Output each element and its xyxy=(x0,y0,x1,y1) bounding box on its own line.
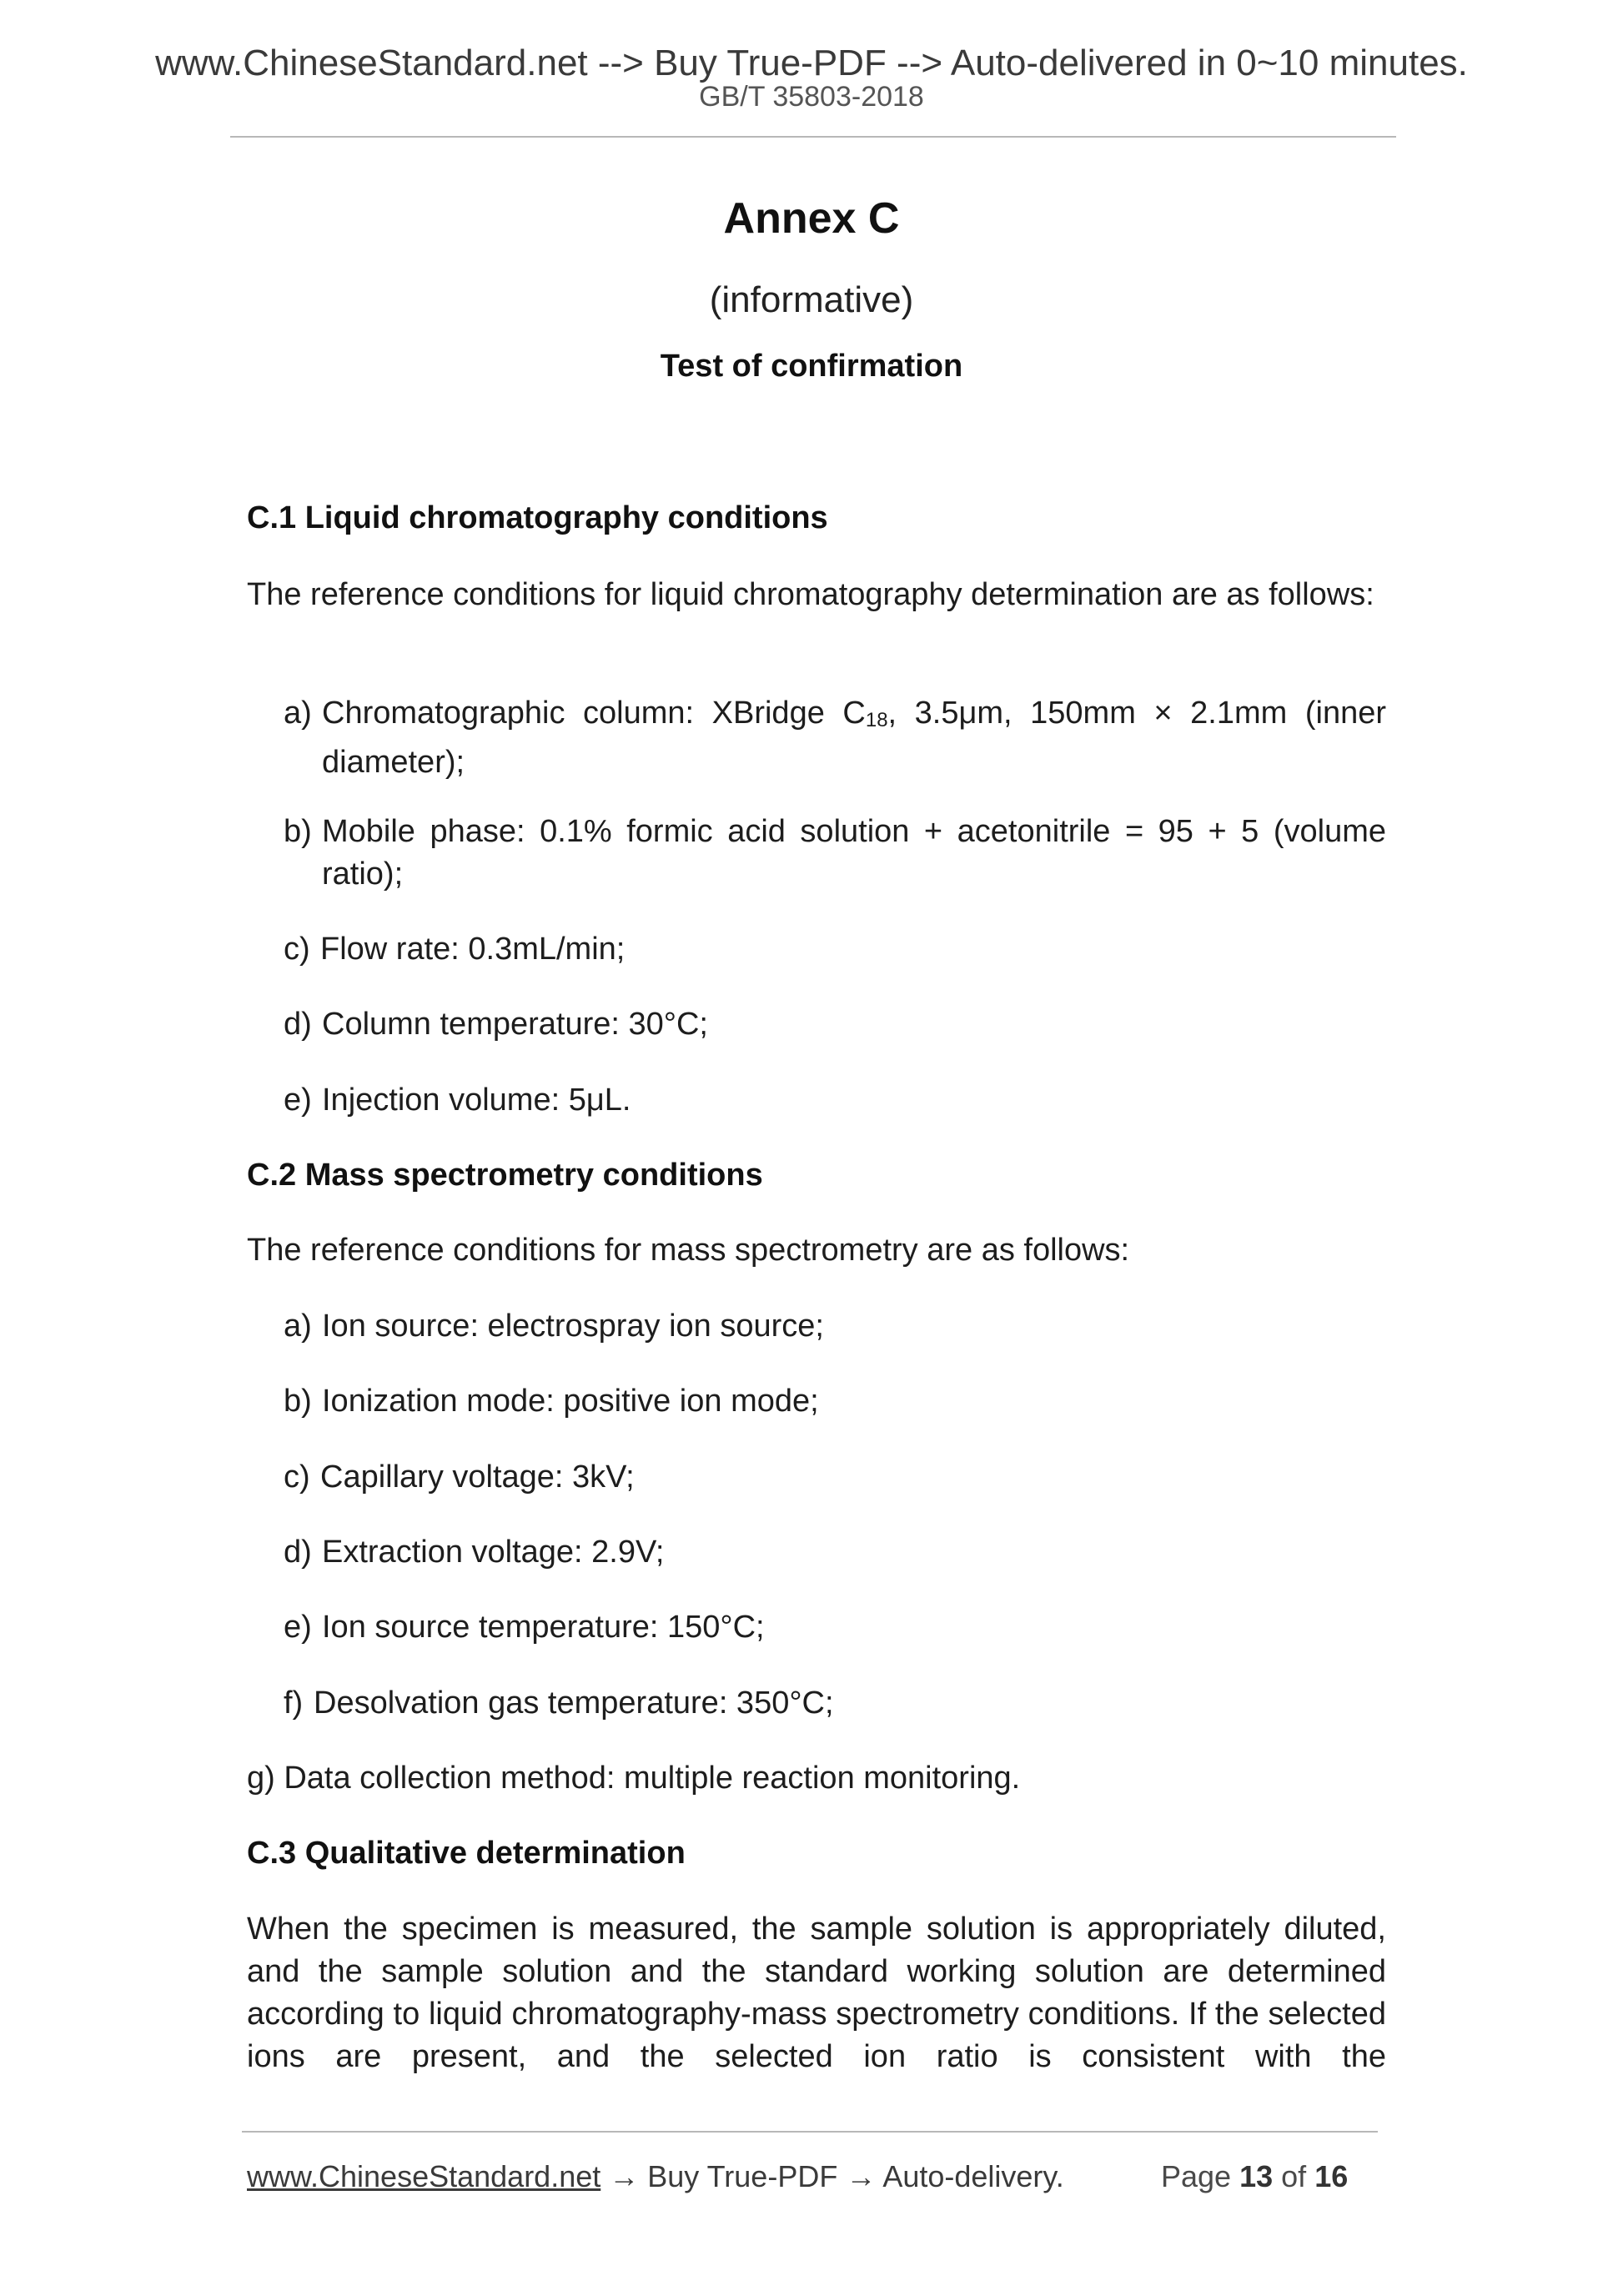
document-number: GB/T 35803-2018 xyxy=(699,81,924,113)
list-item-text: Ion source temperature: 150°C; xyxy=(322,1610,765,1645)
list-marker: f) xyxy=(284,1686,304,1721)
list-marker: b) xyxy=(284,814,312,849)
section-c1-title: C.1 Liquid chromatography conditions xyxy=(247,500,828,535)
section-c1-intro: The reference conditions for liquid chromatography determination are as follows: xyxy=(247,577,1374,612)
list-item-text: Column temperature: 30°C; xyxy=(322,1007,708,1042)
list-marker: a) xyxy=(284,1309,312,1344)
list-item xyxy=(284,1305,1386,1348)
list-item-text: Ion source: electrospray ion source; xyxy=(322,1309,824,1344)
list-item xyxy=(284,692,1386,784)
section-c2-intro: The reference conditions for mass spectrometry are as follows: xyxy=(247,1233,1130,1268)
list-item-text: Injection volume: 5μL. xyxy=(322,1083,631,1118)
list-item xyxy=(284,1456,1386,1499)
section-c2-trailing-item: g) Data collection method: multiple reaction monitoring. xyxy=(247,1761,1021,1796)
page-counter xyxy=(1161,2158,1348,2195)
list-item xyxy=(284,1606,1386,1649)
footer-link-suffix: → Buy True-PDF → Auto-delivery. xyxy=(600,2159,1064,2193)
total-page-number: 16 xyxy=(1314,2159,1349,2193)
list-item-text: Desolvation gas temperature: 350°C; xyxy=(314,1686,834,1721)
section-c3-title: C.3 Qualitative determination xyxy=(247,1836,686,1871)
list-item xyxy=(284,1531,1386,1574)
list-item-text: Mobile phase: 0.1% formic acid solution + acetonitrile = 95 + 5 (volume ratio); xyxy=(322,814,1386,892)
list-item xyxy=(284,1682,1386,1725)
list-item-text: Flow rate: 0.3mL/min; xyxy=(320,932,626,967)
section-c3-body: When the specimen is measured, the sample solution is appropriately diluted, and the sample solution and the standard working solution are determined according to liquid chromatography-mass spectrometry conditions. If the selected ions are present, and the selected ion ratio is consistent with the xyxy=(247,1912,1386,2074)
list-marker: d) xyxy=(284,1535,312,1570)
column-text-rest: , 3.5μm, 150mm × 2.1mm (inner diameter); xyxy=(322,696,1387,780)
list-marker: d) xyxy=(284,1007,312,1042)
annex-subtitle: (informative) xyxy=(709,279,914,320)
list-item-text: Extraction voltage: 2.9V; xyxy=(322,1535,665,1570)
page-of-label: of xyxy=(1281,2159,1307,2193)
list-marker: c) xyxy=(284,1459,310,1495)
list-marker: e) xyxy=(284,1610,312,1645)
list-marker: b) xyxy=(284,1384,312,1419)
list-marker: a) xyxy=(284,696,312,731)
list-item-text: Ionization mode: positive ion mode; xyxy=(322,1384,819,1419)
footer-site-link[interactable]: www.ChineseStandard.net xyxy=(247,2159,601,2193)
header-divider xyxy=(230,136,1396,138)
list-marker: e) xyxy=(284,1083,312,1118)
column-text-main: Chromatographic column: XBridge C xyxy=(322,696,866,731)
list-item xyxy=(284,928,1386,971)
list-item xyxy=(284,1003,1386,1046)
column-subscript: 18 xyxy=(865,709,888,731)
list-item xyxy=(284,1380,1386,1423)
page-label: Page xyxy=(1161,2159,1232,2193)
section-c2-title: C.2 Mass spectrometry conditions xyxy=(247,1158,763,1193)
footer-link[interactable] xyxy=(247,2158,1064,2195)
list-item-text xyxy=(284,692,1386,784)
annex-heading: Test of confirmation xyxy=(660,349,963,384)
top-banner[interactable]: www.ChineseStandard.net --> Buy True-PDF --> Auto-delivered in 0~10 minutes. xyxy=(155,43,1468,83)
list-item-text: Capillary voltage: 3kV; xyxy=(320,1459,635,1495)
list-item xyxy=(284,1079,1386,1122)
footer-divider xyxy=(242,2131,1378,2133)
list-marker: c) xyxy=(284,932,310,967)
annex-title: Annex C xyxy=(723,194,900,243)
list-item xyxy=(284,811,1386,896)
current-page-number: 13 xyxy=(1239,2159,1274,2193)
